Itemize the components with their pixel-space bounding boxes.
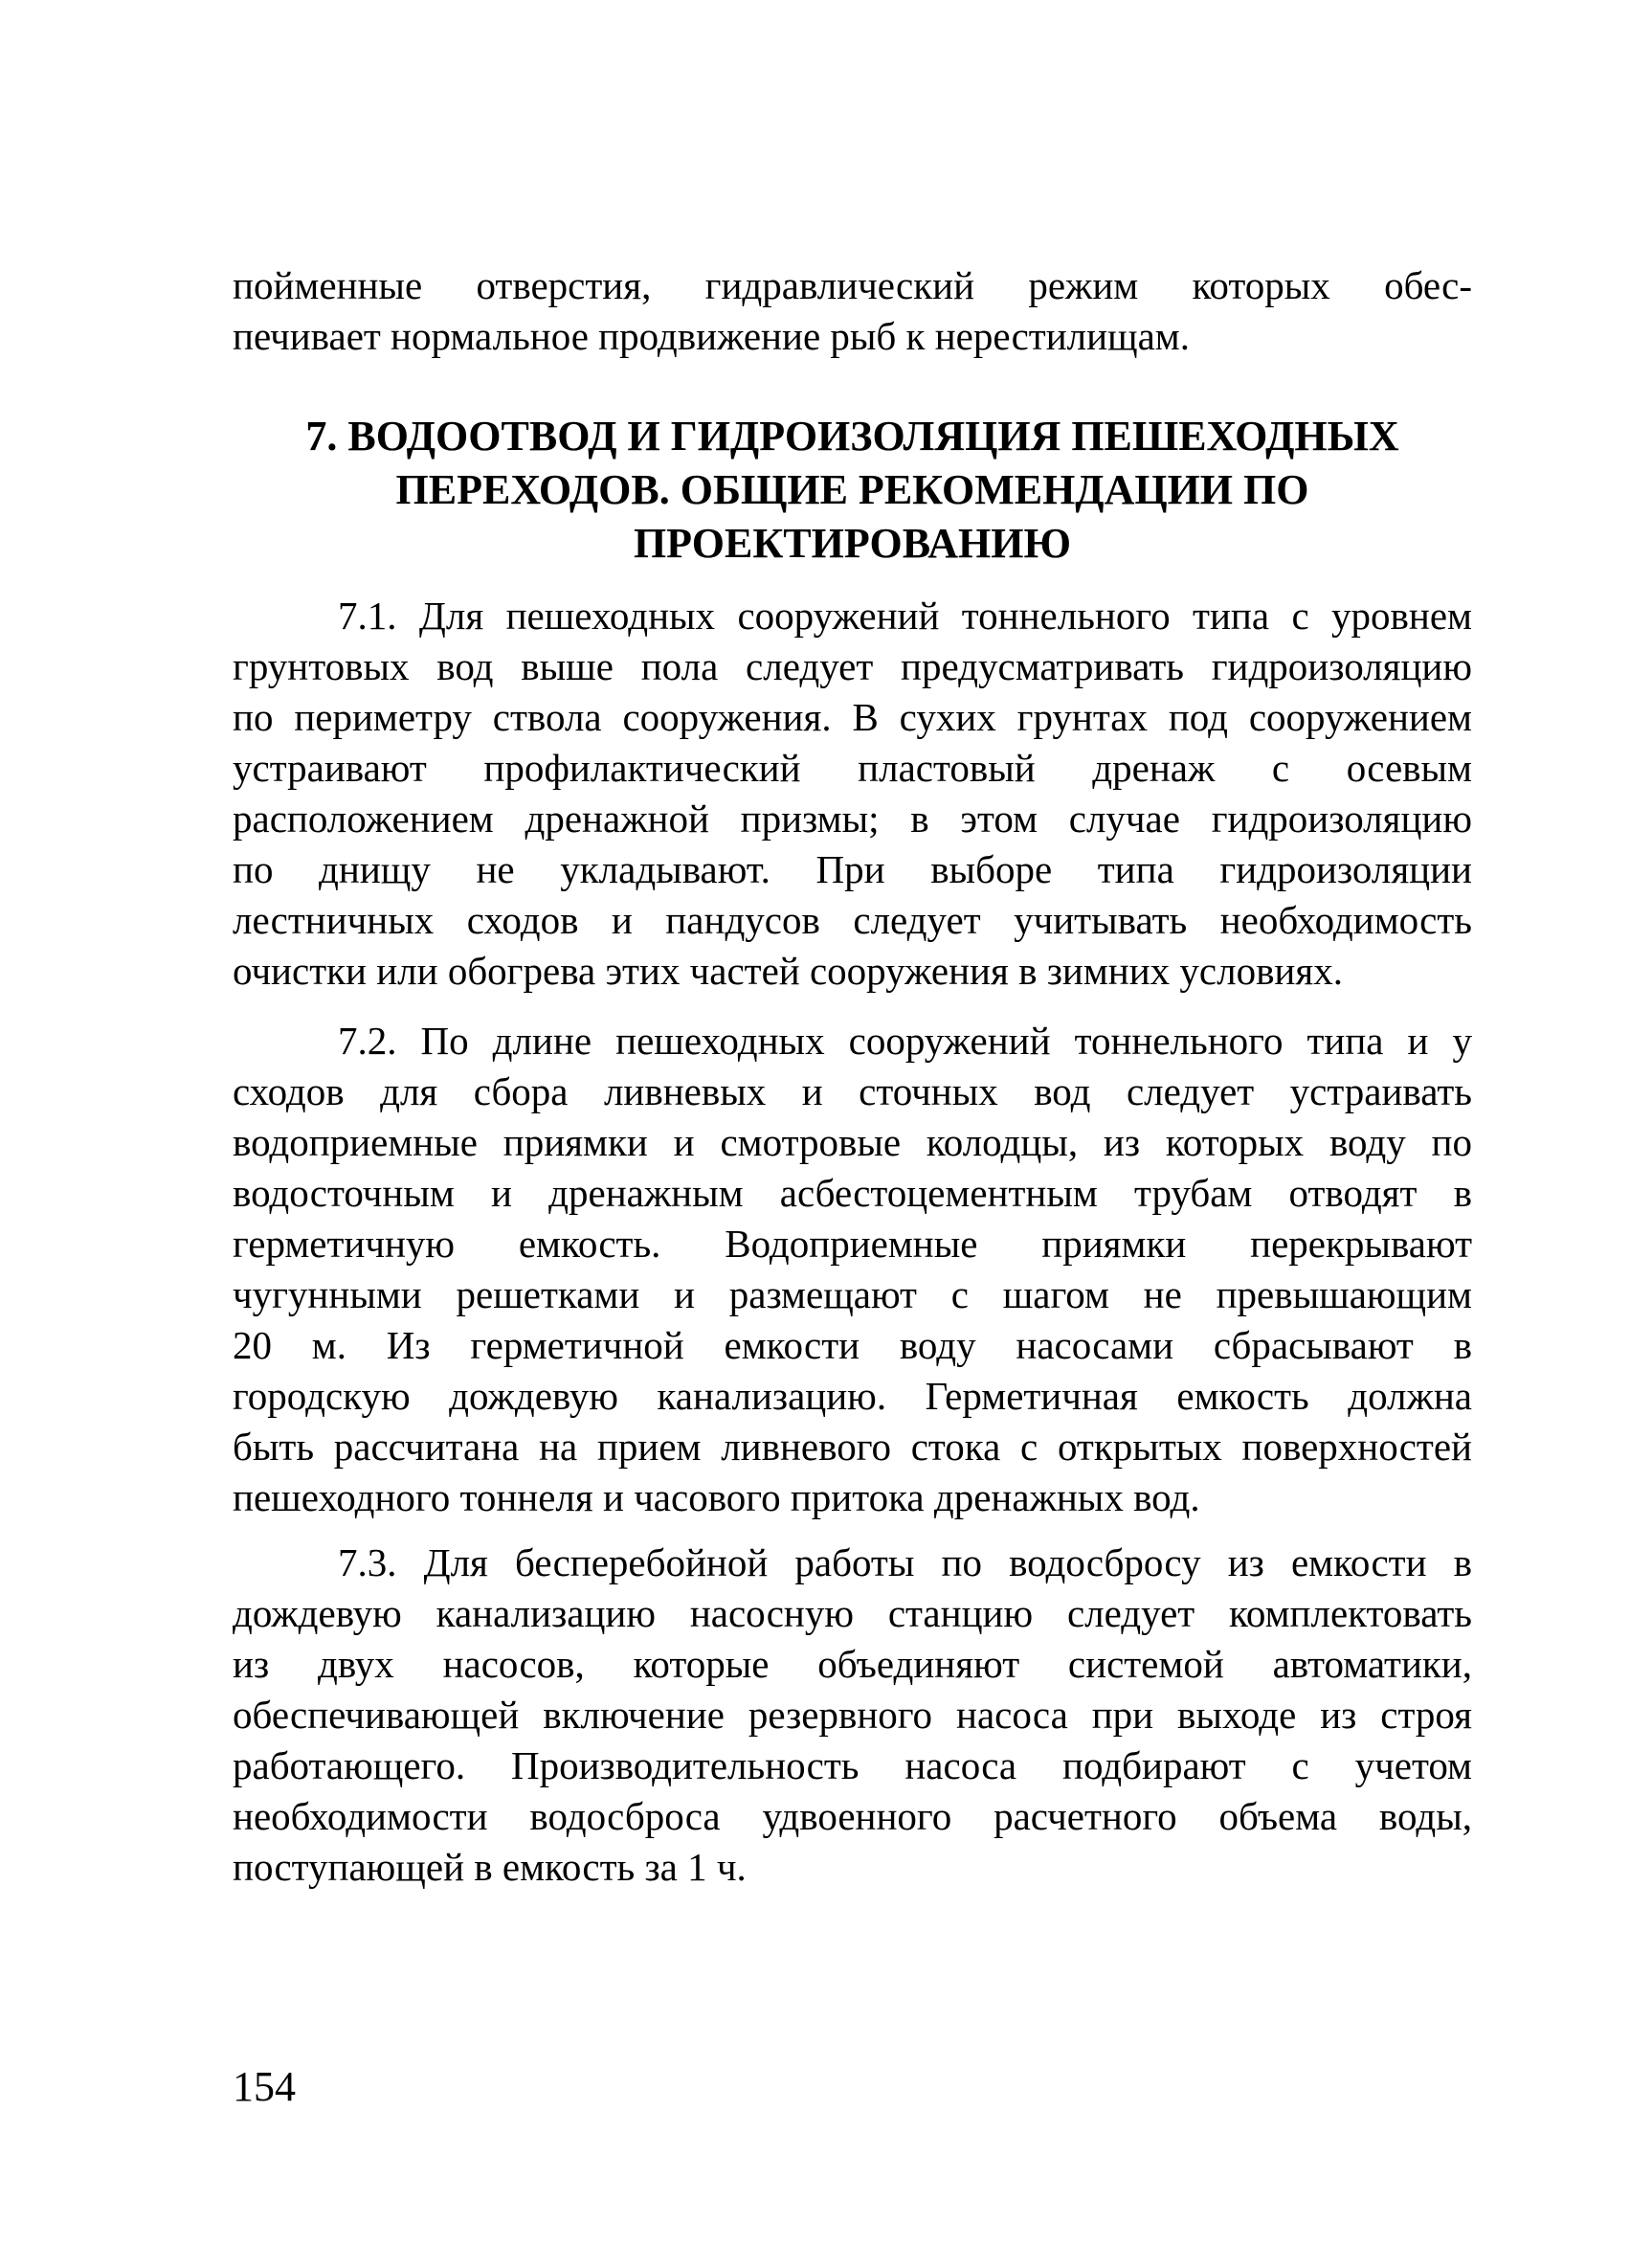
- heading-line: ПЕРЕХОДОВ. ОБЩИЕ РЕКОМЕНДАЦИИ ПО: [395, 466, 1309, 513]
- paragraph-line: сходов для сбора ливневых и сточных вод следует устраивать: [233, 1069, 1472, 1113]
- paragraph-line: 20 м. Из герметичной емкости воду насосами сбрасывают в: [233, 1323, 1472, 1367]
- heading-line: 7. ВОДООТВОД И ГИДРОИЗОЛЯЦИЯ ПЕШЕХОДНЫХ: [305, 413, 1399, 460]
- section-heading: [233, 410, 1472, 571]
- paragraph-line: городскую дождевую канализацию. Герметичная емкость должна: [233, 1374, 1472, 1418]
- paragraph-line: 7.2. По длине пешеходных сооружений тоннельного типа и у: [338, 1019, 1472, 1063]
- paragraph-line: 7.1. Для пешеходных сооружений тоннельного типа с уровнем: [338, 594, 1472, 638]
- paragraph-line: быть рассчитана на прием ливневого стока с открытых поверхностей: [233, 1425, 1472, 1469]
- paragraph-line: по днищу не укладывают. При выборе типа гидроизоляции: [233, 847, 1472, 891]
- paragraph-7-2: [233, 1016, 1472, 1523]
- paragraph-line: 7.3. Для бесперебойной работы по водосбросу из емкости в: [338, 1540, 1472, 1584]
- intro-line: пойменные отверстия, гидравлический режим которых обес-: [233, 263, 1472, 307]
- heading-line: ПРОЕКТИРОВАНИЮ: [633, 520, 1072, 567]
- paragraph-line: поступающей в емкость за 1 ч.: [233, 1845, 747, 1889]
- paragraph-line: очистки или обогрева этих частей сооружения в зимних условиях.: [233, 949, 1343, 993]
- intro-paragraph: [233, 260, 1472, 362]
- paragraph-line: из двух насосов, которые объединяют системой автоматики,: [233, 1642, 1472, 1686]
- paragraph-line: водоприемные приямки и смотровые колодцы, из которых воду по: [233, 1120, 1472, 1164]
- paragraph-line: пешеходного тоннеля и часового притока дренажных вод.: [233, 1475, 1200, 1519]
- paragraph-line: дождевую канализацию насосную станцию следует комплектовать: [233, 1591, 1472, 1635]
- paragraph-line: устраивают профилактический пластовый дренаж с осевым: [233, 746, 1472, 790]
- paragraph-line: грунтовых вод выше пола следует предусматривать гидроизоляцию: [233, 644, 1472, 688]
- paragraph-line: работающего. Производительность насоса подбирают с учетом: [233, 1743, 1472, 1787]
- page-number: 154: [233, 2063, 296, 2110]
- paragraph-line: необходимости водосброса удвоенного расчетного объема воды,: [233, 1794, 1472, 1838]
- paragraph-line: по периметру ствола сооружения. В сухих грунтах под сооружением: [233, 695, 1472, 739]
- paragraph-line: расположением дренажной призмы; в этом случае гидроизоляцию: [233, 797, 1472, 841]
- paragraph-7-1: [233, 591, 1472, 997]
- paragraph-line: водосточным и дренажным асбестоцементным трубам отводят в: [233, 1171, 1472, 1215]
- paragraph-line: чугунными решетками и размещают с шагом не превышающим: [233, 1272, 1472, 1316]
- paragraph-line: лестничных сходов и пандусов следует учитывать необходимость: [233, 898, 1472, 942]
- paragraph-line: обеспечивающей включение резервного насоса при выходе из строя: [233, 1693, 1472, 1737]
- intro-line: печивает нормальное продвижение рыб к нерестилищам.: [233, 314, 1190, 358]
- paragraph-7-3: [233, 1538, 1472, 1893]
- paragraph-line: герметичную емкость. Водоприемные приямки перекрывают: [233, 1222, 1472, 1266]
